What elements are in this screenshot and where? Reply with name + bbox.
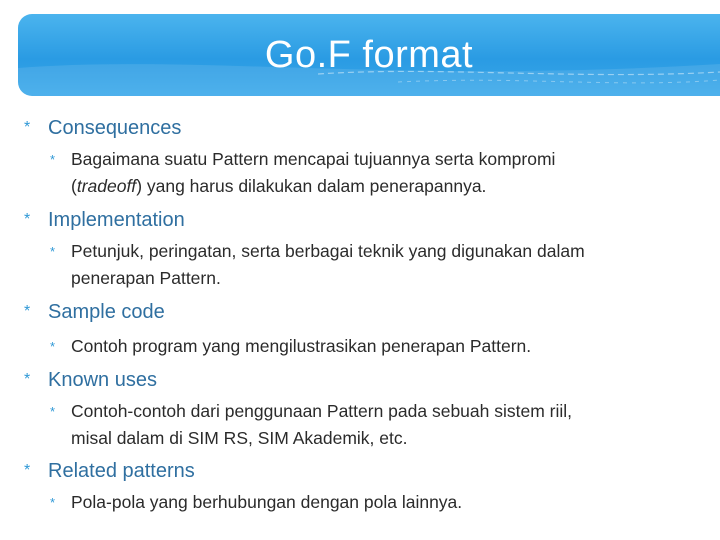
sub-list-item xyxy=(50,489,690,516)
text-line: misal dalam di SIM RS, SIM Akademik, etc. xyxy=(71,428,408,448)
sub-list-item xyxy=(50,398,690,452)
asterisk-bullet-icon: * xyxy=(50,152,56,167)
asterisk-bullet-icon: * xyxy=(50,404,56,419)
asterisk-bullet-icon: * xyxy=(24,371,31,388)
list-item xyxy=(24,459,195,483)
sub-list-item-text xyxy=(50,489,690,516)
slide-title: Go.F format xyxy=(264,34,474,76)
text-line: Contoh-contoh dari penggunaan Pattern pada sebuah sistem riil, xyxy=(71,401,573,421)
asterisk-bullet-icon: * xyxy=(24,119,31,136)
list-item-heading: Related patterns xyxy=(48,460,195,482)
list-item xyxy=(24,208,185,232)
text-segment: ) yang harus dilakukan dalam penerapannya. xyxy=(136,176,487,196)
text-line: Bagaimana suatu Pattern mencapai tujuannya serta kompromi xyxy=(71,149,556,169)
text-line: Contoh program yang mengilustrasikan penerapan Pattern. xyxy=(71,336,532,356)
text-segment: ( xyxy=(71,176,77,196)
list-item-heading: Sample code xyxy=(48,301,165,323)
sub-list-item-text xyxy=(50,398,690,452)
asterisk-bullet-icon: * xyxy=(24,303,31,320)
asterisk-bullet-icon: * xyxy=(50,495,56,510)
list-item xyxy=(24,300,165,324)
text-line: Petunjuk, peringatan, serta berbagai teknik yang digunakan dalam xyxy=(71,241,585,261)
text-line xyxy=(71,173,690,200)
list-item-heading: Known uses xyxy=(48,369,157,391)
text-line: Pola-pola yang berhubungan dengan pola lainnya. xyxy=(71,492,463,512)
emphasized-term: tradeoff xyxy=(76,176,137,196)
sub-list-item xyxy=(50,146,690,200)
sub-list-item-text xyxy=(50,146,690,200)
list-item-heading: Implementation xyxy=(48,209,185,231)
asterisk-bullet-icon: * xyxy=(50,339,56,354)
sub-list-item xyxy=(50,333,690,360)
asterisk-bullet-icon: * xyxy=(50,244,56,259)
asterisk-bullet-icon: * xyxy=(24,211,31,228)
list-item-heading: Consequences xyxy=(48,117,182,139)
asterisk-bullet-icon: * xyxy=(24,462,31,479)
list-item xyxy=(24,368,157,392)
list-item xyxy=(24,116,181,140)
sub-list-item-text xyxy=(50,238,690,292)
sub-list-item xyxy=(50,238,690,292)
text-line: penerapan Pattern. xyxy=(71,268,221,288)
sub-list-item-text xyxy=(50,333,690,360)
